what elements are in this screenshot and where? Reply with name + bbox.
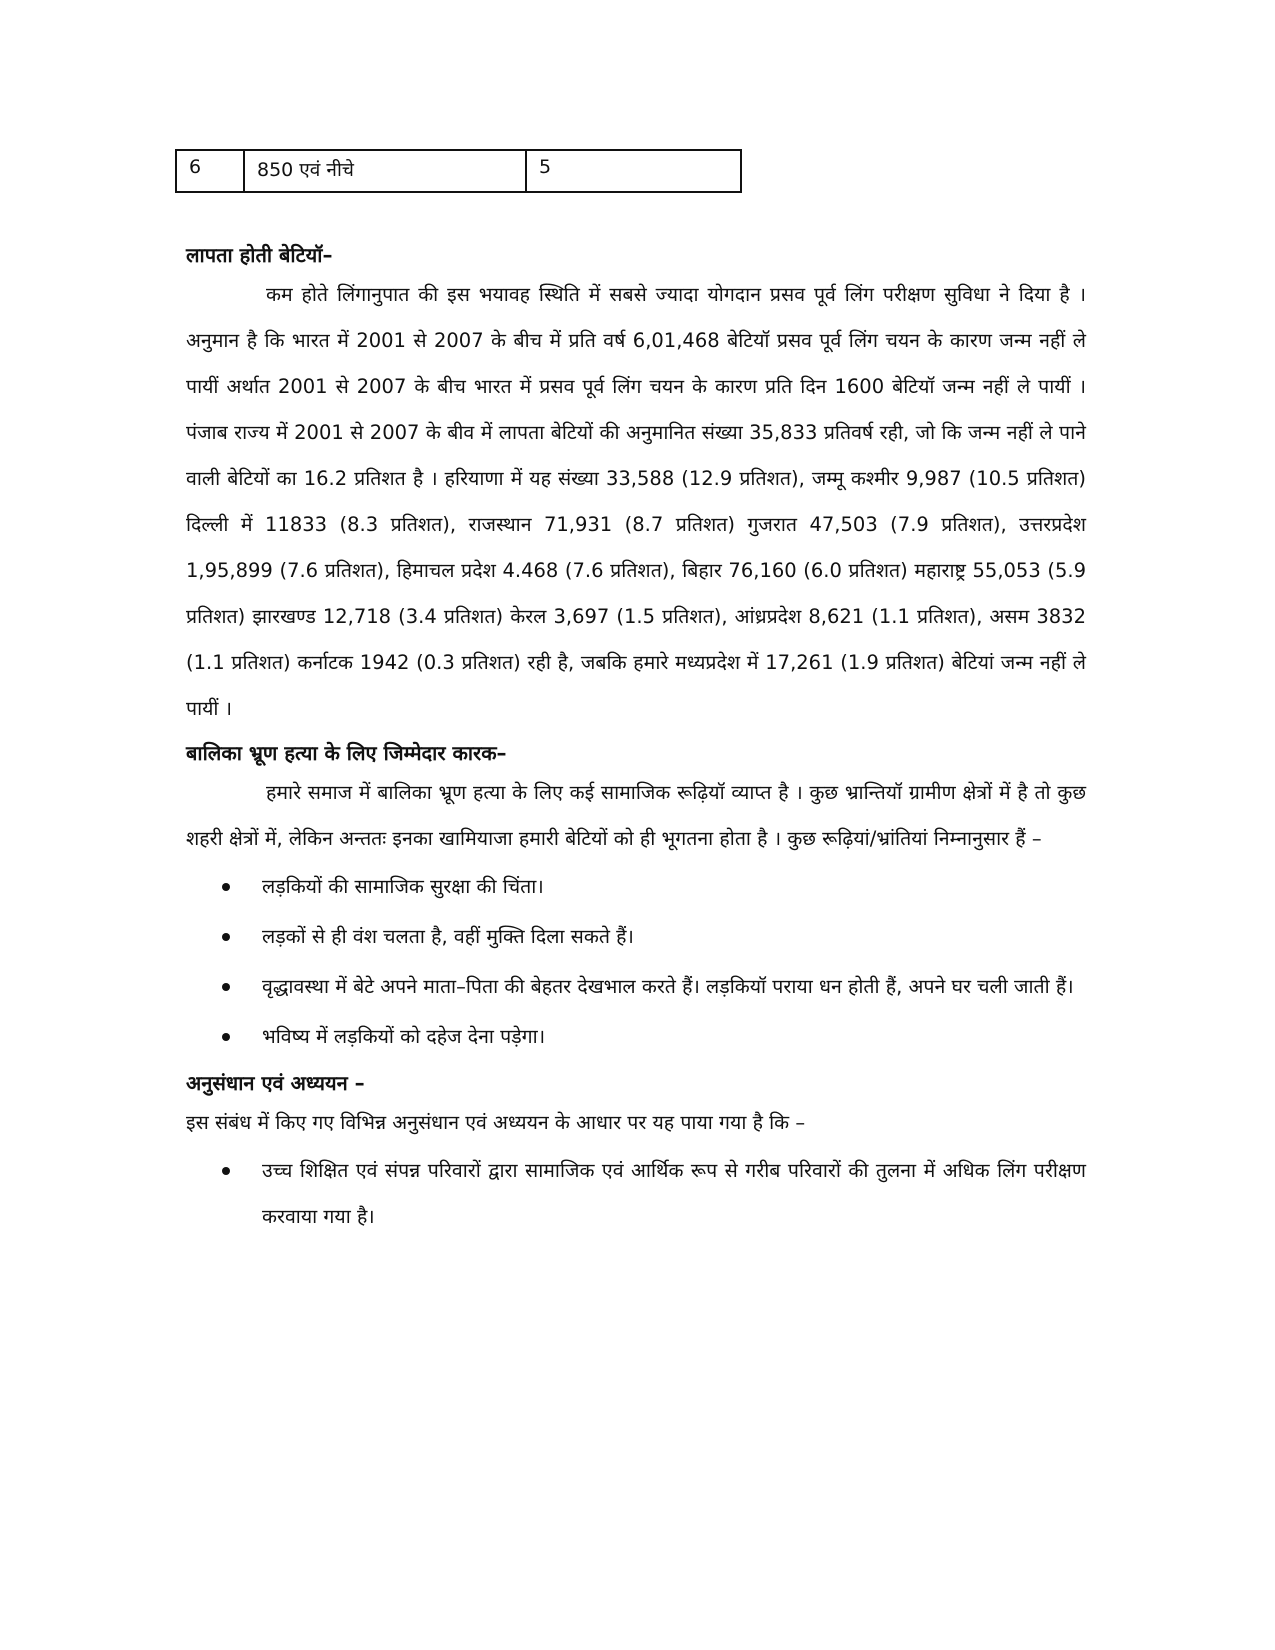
document-body	[186, 238, 1086, 1244]
list-item-text: लड़कियों की सामाजिक सुरक्षा की चिंता।	[262, 875, 544, 898]
bullet-list	[186, 1148, 1086, 1240]
list-item	[186, 964, 1086, 1010]
list-item	[186, 864, 1086, 910]
table-cell-serial: 6	[176, 150, 244, 192]
bullet-icon	[222, 1167, 230, 1175]
bullet-icon	[222, 883, 230, 891]
paragraph: हमारे समाज में बालिका भ्रूण हत्या के लिए कई सामाजिक रूढ़ियॉ व्याप्त है । कुछ भ्रान्तियॉ ग्रामीण क्षेत्रों में है तो कुछ शहरी क्षेत्रों में, लेकिन अन्ततः इनका खामियाजा हमारी बेटियों को ही भूगतना होता है । कुछ रूढ़ियां/भ्रांतियां निम्नानुसार हैं –	[186, 781, 1086, 850]
list-item	[186, 1014, 1086, 1060]
list-item	[186, 914, 1086, 960]
section-heading: लापता होती बेटियॉ–	[186, 243, 333, 267]
bullet-icon	[222, 933, 230, 941]
list-item-text: लड़कों से ही वंश चलता है, वहीं मुक्ति दिला सकते हैं।	[262, 925, 634, 948]
section-heading: अनुसंधान एवं अध्ययन –	[186, 1071, 365, 1095]
table-row	[176, 150, 741, 192]
section-responsible-factors	[186, 736, 1086, 1060]
data-table	[175, 149, 742, 193]
paragraph: कम होते लिंगानुपात की इस भयावह स्थिति में सबसे ज्यादा योगदान प्रसव पूर्व लिंग परीक्षण सुविधा ने दिया है । अनुमान है कि भारत में 2001 से 2007 के बीच में प्रति वर्ष 6,01,468 बेटियॉ प्रसव पूर्व लिंग चयन के कारण जन्म नहीं ले पायीं अर्थात 2001 से 2007 के बीच भारत में प्रसव पूर्व लिंग चयन के कारण प्रति दिन 1600 बेटियॉ जन्म नहीं ले पायीं । पंजाब राज्य में 2001 से 2007 के बीव में लापता बेटियों की अनुमानित संख्या 35,833 प्रतिवर्ष रही, जो कि जन्म नहीं ले पाने वाली बेटियों का 16.2 प्रतिशत है । हरियाणा में यह संख्या 33,588 (12.9 प्रतिशत), जम्मू कश्मीर 9,987 (10.5 प्रतिशत) दिल्ली में 11833 (8.3 प्रतिशत), राजस्थान 71,931 (8.7 प्रतिशत) गुजरात 47,503 (7.9 प्रतिशत), उत्तरप्रदेश 1,95,899 (7.6 प्रतिशत), हिमाचल प्रदेश 4.468 (7.6 प्रतिशत), बिहार 76,160 (6.0 प्रतिशत) महाराष्ट्र 55,053 (5.9 प्रतिशत) झारखण्ड 12,718 (3.4 प्रतिशत) केरल 3,697 (1.5 प्रतिशत), आंध्रप्रदेश 8,621 (1.1 प्रतिशत), असम 3832 (1.1 प्रतिशत) कर्नाटक 1942 (0.3 प्रतिशत) रही है, जबकि हमारे मध्यप्रदेश में 17,261 (1.9 प्रतिशत) बेटियां जन्म नहीं ले पायीं ।	[186, 283, 1086, 720]
list-item-text: भविष्य में लड़कियों को दहेज देना पड़ेगा।	[262, 1025, 546, 1048]
table-cell-count: 5	[526, 150, 741, 192]
table-cell-range: 850 एवं नीचे	[244, 150, 526, 192]
list-item	[186, 1148, 1086, 1240]
bullet-icon	[222, 1033, 230, 1041]
list-item-text: उच्च शिक्षित एवं संपन्न परिवारों द्वारा सामाजिक एवं आर्थिक रूप से गरीब परिवारों की तुलना में अधिक लिंग परीक्षण करवाया गया है।	[262, 1159, 1086, 1228]
bullet-list	[186, 864, 1086, 1060]
section-missing-daughters	[186, 238, 1086, 732]
section-heading: बालिका भ्रूण हत्या के लिए जिम्मेदार कारक–	[186, 741, 507, 765]
paragraph: इस संबंध में किए गए विभिन्न अनुसंधान एवं अध्ययन के आधार पर यह पाया गया है कि –	[186, 1111, 806, 1134]
list-item-text: वृद्धावस्था में बेटे अपने माता–पिता की बेहतर देखभाल करते हैं। लड़कियॉ पराया धन होती हैं, अपने घर चली जाती हैं।	[262, 975, 1074, 998]
bullet-icon	[222, 983, 230, 991]
section-research-studies	[186, 1066, 1086, 1240]
